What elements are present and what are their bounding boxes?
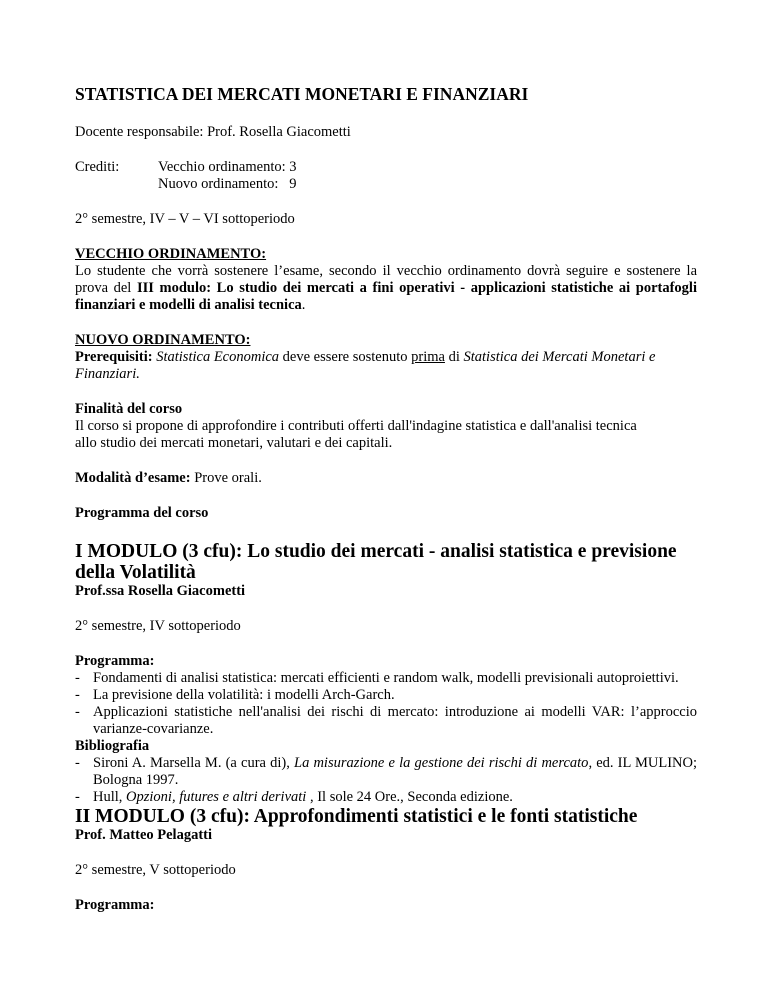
document-title: STATISTICA DEI MERCATI MONETARI E FINANZIARI xyxy=(75,84,529,104)
prereq-course1: Statistica Economica xyxy=(156,349,280,365)
modulo1-semestre: 2° semestre, IV sottoperiodo xyxy=(75,618,241,634)
crediti-label: Crediti: xyxy=(75,159,120,175)
modulo1-teacher: Prof.ssa Rosella Giacometti xyxy=(75,583,246,599)
bib1-pre: Sironi A. Marsella M. (a cura di), xyxy=(93,755,294,771)
bib2-title: Opzioni, futures e altri derivati xyxy=(126,789,307,805)
prereq-prima: prima xyxy=(411,349,445,365)
nuovo-ordinamento-heading: NUOVO ORDINAMENTO: xyxy=(75,332,251,348)
bib2-pre: Hull, xyxy=(93,789,127,805)
prerequisiti-text xyxy=(75,349,697,383)
modalita-esame xyxy=(75,470,697,487)
modulo2-teacher: Prof. Matteo Pelagatti xyxy=(75,827,213,843)
vecchio-text-bold: III modulo: Lo studio dei mercati a fini operativi - applicazioni statistiche ai portafogli finanziari e modelli di analisi tecnica xyxy=(75,280,697,313)
bib1-title: La misurazione e la gestione dei rischi di mercato xyxy=(294,755,589,771)
finalita-line1: Il corso si propone di approfondire i contributi offerti dall'indagine statistica e dall'analisi tecnica xyxy=(75,418,637,434)
modulo1-title: I MODULO (3 cfu): Lo studio dei mercati - analisi statistica e previsione della Volatilità xyxy=(75,541,677,583)
prereq-di: di xyxy=(444,349,464,365)
modulo2-title: II MODULO (3 cfu): Approfondimenti statistici e le fonti statistiche xyxy=(75,806,638,827)
docente-line: Docente responsabile: Prof. Rosella Giacometti xyxy=(75,124,351,140)
bib1-post: , ed. IL MULINO; Bologna 1997. xyxy=(93,755,697,788)
crediti-vecchio: Vecchio ordinamento: 3 xyxy=(158,159,297,175)
programma-corso-heading: Programma del corso xyxy=(75,505,209,521)
crediti-values xyxy=(158,159,297,193)
bib2-post: , Il sole 24 Ore., Seconda edizione. xyxy=(306,789,513,805)
vecchio-ordinamento-heading: VECCHIO ORDINAMENTO: xyxy=(75,246,267,262)
vecchio-text-pre: Lo studente che vorrà sostenere l’esame, secondo il vecchio ordinamento dovrà seguire e sostenere la prova del xyxy=(75,263,697,296)
semestre-line: 2° semestre, IV – V – VI sottoperiodo xyxy=(75,211,295,227)
vecchio-text-post: . xyxy=(301,297,306,313)
crediti-block xyxy=(75,159,697,193)
prerequisiti-label: Prerequisiti: xyxy=(75,349,153,365)
prereq-mid: deve essere sostenuto xyxy=(279,349,412,365)
prereq-course2: Statistica dei Mercati Monetari e Finanziari. xyxy=(75,349,656,382)
modulo1-programma-list xyxy=(75,670,697,738)
finalita-line2: allo studio dei mercati monetari, valutari e dei capitali. xyxy=(75,435,393,451)
list-item: - La previsione della volatilità: i modelli Arch-Garch. xyxy=(75,687,697,704)
modulo1-programma-label: Programma: xyxy=(75,653,155,669)
document-content xyxy=(75,84,697,914)
finalita-heading: Finalità del corso xyxy=(75,401,183,417)
crediti-nuovo: Nuovo ordinamento: 9 xyxy=(158,176,297,192)
modulo2-programma-label: Programma: xyxy=(75,897,155,913)
bibliography-item xyxy=(75,789,697,806)
vecchio-ordinamento-text xyxy=(75,263,697,314)
modalita-esame-value: Prove orali. xyxy=(190,470,262,486)
list-item: - Fondamenti di analisi statistica: mercati efficienti e random walk, modelli previsionali autoproiettivi. xyxy=(75,670,697,687)
bibliography-item xyxy=(75,755,697,789)
modalita-esame-label: Modalità d’esame: xyxy=(75,470,191,486)
modulo1-bibliografia-label: Bibliografia xyxy=(75,738,150,754)
modulo1-bibliografia-list xyxy=(75,755,697,806)
list-item: - Applicazioni statistiche nell'analisi dei rischi di mercato: introduzione ai modelli VAR: l’approccio varianze-covarianze. xyxy=(75,704,697,738)
modulo2-semestre: 2° semestre, V sottoperiodo xyxy=(75,862,236,878)
